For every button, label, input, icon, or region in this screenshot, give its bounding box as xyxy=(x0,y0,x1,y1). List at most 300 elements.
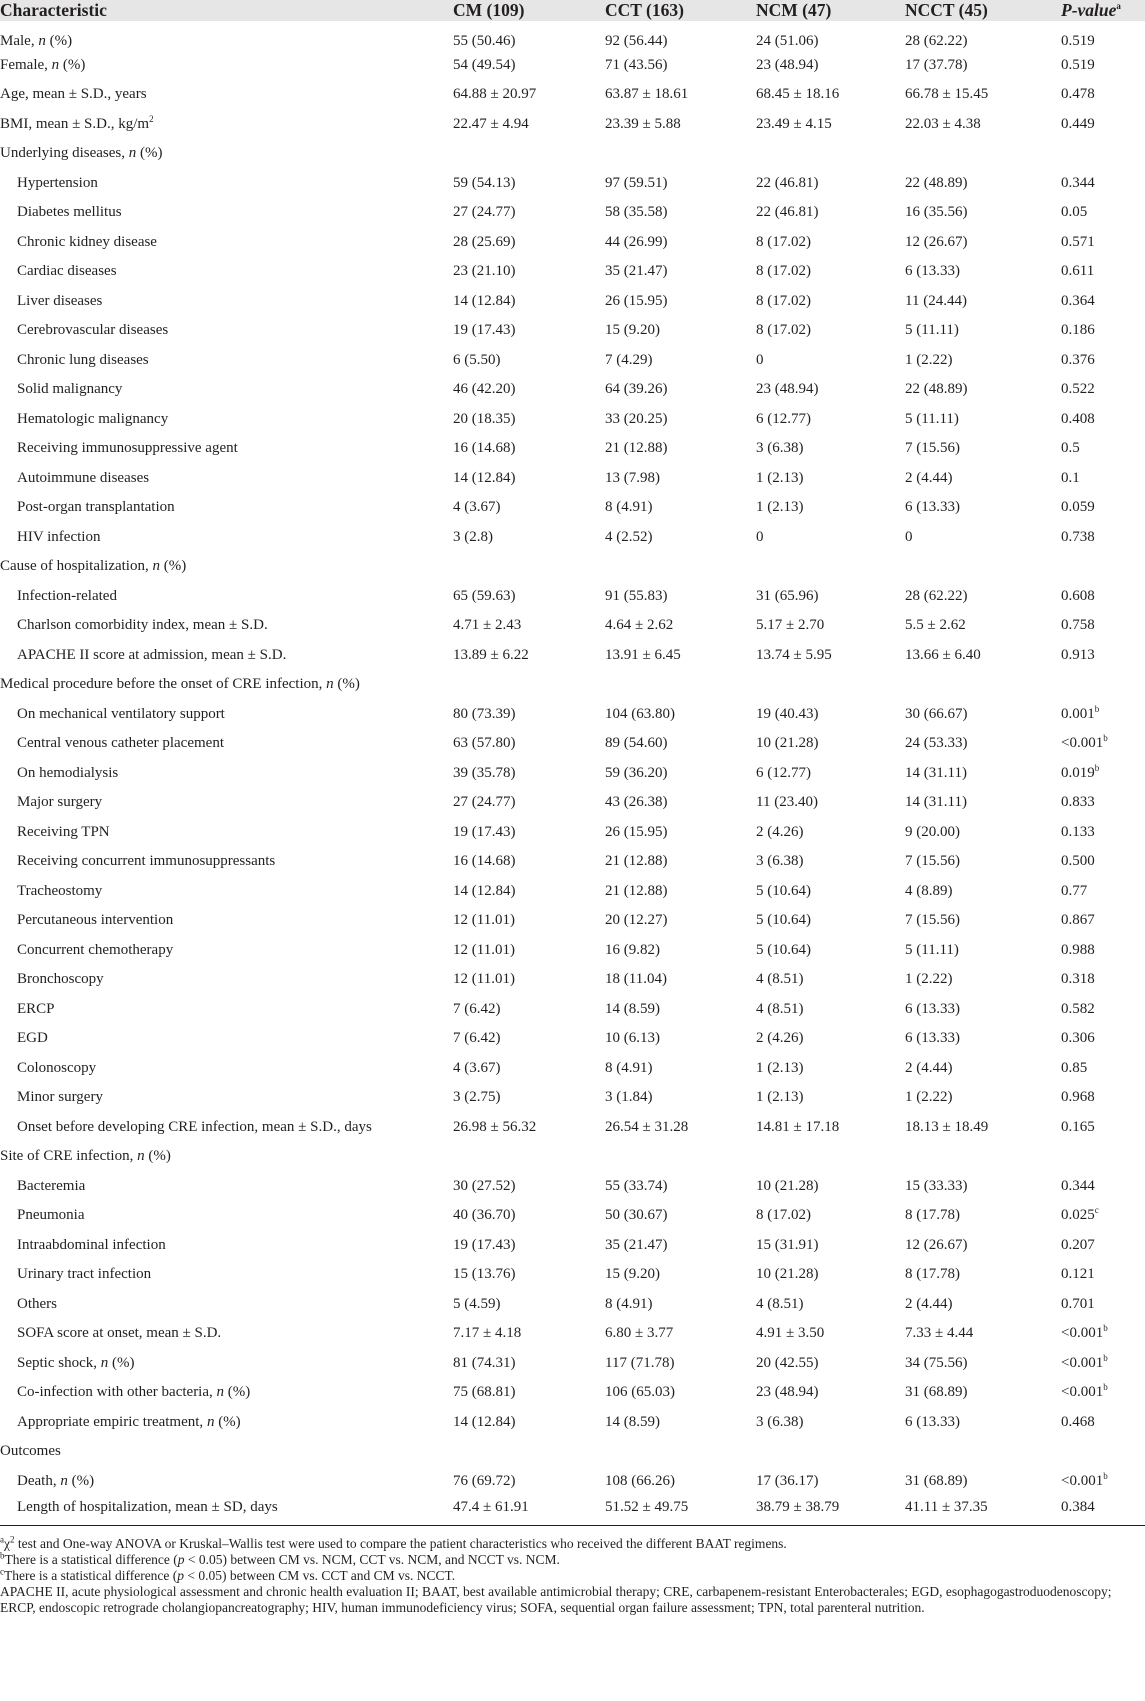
table-row xyxy=(0,523,1145,553)
row-label: Co-infection with other bacteria, n (%) xyxy=(17,1384,251,1401)
cell-ncm: 1 (2.13) xyxy=(756,1089,804,1106)
cell-cm: 16 (14.68) xyxy=(453,853,516,870)
table-row xyxy=(0,346,1145,376)
cell-ncm: 20 (42.55) xyxy=(756,1354,819,1371)
row-label: Percutaneous intervention xyxy=(17,912,174,929)
cell-ncm: 24 (51.06) xyxy=(756,33,819,50)
cell-ncm xyxy=(756,552,905,582)
cell-cct: 8 (4.91) xyxy=(605,1295,653,1312)
cell-ncm: 23 (48.94) xyxy=(756,56,819,73)
cell-cm: 12 (11.01) xyxy=(453,912,515,929)
cell-cm: 47.4 ± 61.91 xyxy=(453,1496,605,1526)
cell-cm: 4 (3.67) xyxy=(453,499,501,516)
cell-p: 0.344 xyxy=(1061,1177,1095,1194)
table-row xyxy=(0,906,1145,936)
cell-ncm: 5.17 ± 2.70 xyxy=(756,617,825,634)
cell-ncm: 4 (8.51) xyxy=(756,1295,804,1312)
table-row xyxy=(0,405,1145,435)
cell-cct xyxy=(605,670,756,700)
cell-p: 0.384 xyxy=(1061,1496,1145,1526)
cell-p: 0.025$^c$ xyxy=(1061,1205,1099,1224)
cell-ncct: 18.13 ± 18.49 xyxy=(905,1118,989,1135)
row-label: Outcomes xyxy=(0,1443,61,1460)
cell-p: 0.344 xyxy=(1061,174,1095,191)
cell-ncct: 6 (13.33) xyxy=(905,499,960,516)
cell-ncct: 6 (13.33) xyxy=(905,1030,960,1047)
cell-cm: 13.89 ± 6.22 xyxy=(453,646,529,663)
footnotes xyxy=(0,1526,1145,1616)
cell-ncct: 6 (13.33) xyxy=(905,1000,960,1017)
cell-ncct: 13.66 ± 6.40 xyxy=(905,646,981,663)
cell-ncct: 12 (26.67) xyxy=(905,1236,968,1253)
cell-p: 0.571 xyxy=(1061,233,1095,250)
cell-ncm: 1 (2.13) xyxy=(756,499,804,516)
cell-cct: 15 (9.20) xyxy=(605,1266,660,1283)
row-label: Receiving immunosuppressive agent xyxy=(17,440,238,457)
cell-ncct: 1 (2.22) xyxy=(905,971,953,988)
cell-ncm: 3 (6.38) xyxy=(756,1413,804,1430)
table-row xyxy=(0,228,1145,258)
cell-ncm: 38.79 ± 38.79 xyxy=(756,1496,905,1526)
row-label: Male, n (%) xyxy=(0,33,73,50)
row-label: On mechanical ventilatory support xyxy=(17,705,225,722)
cell-cct: 7 (4.29) xyxy=(605,351,653,368)
cell-p xyxy=(1061,139,1145,169)
cell-p: 0.833 xyxy=(1061,794,1095,811)
cell-p: <0.001$^b$ xyxy=(1061,733,1108,752)
cell-p: 0.019$^b$ xyxy=(1061,762,1100,781)
row-label: Cardiac diseases xyxy=(17,263,117,280)
cell-cm: 12 (11.01) xyxy=(453,971,515,988)
cell-p: 0.468 xyxy=(1061,1413,1095,1430)
table-row xyxy=(0,729,1145,759)
cell-p: 0.318 xyxy=(1061,971,1095,988)
cell-p xyxy=(1061,1437,1145,1467)
cell-cct: 23.39 ± 5.88 xyxy=(605,115,681,132)
cell-cm: 20 (18.35) xyxy=(453,410,516,427)
row-label: Charlson comorbidity index, mean ± S.D. xyxy=(17,617,268,634)
cell-ncct xyxy=(905,1437,1061,1467)
cell-ncm: 4.91 ± 3.50 xyxy=(756,1325,825,1342)
row-label: Others xyxy=(17,1295,57,1312)
cell-cct: 92 (56.44) xyxy=(605,33,668,50)
row-label: On hemodialysis xyxy=(17,764,119,781)
cell-p: 0.77 xyxy=(1061,882,1088,899)
table-row xyxy=(0,877,1145,907)
cell-cct: 14 (8.59) xyxy=(605,1000,660,1017)
table-row xyxy=(0,1467,1145,1497)
cell-ncct: 1 (2.22) xyxy=(905,1089,953,1106)
row-label: ERCP xyxy=(17,1000,55,1017)
cell-cct xyxy=(605,139,756,169)
cell-cm xyxy=(453,552,605,582)
row-label: Minor surgery xyxy=(17,1089,103,1106)
cell-ncct: 16 (35.56) xyxy=(905,204,968,221)
table-row xyxy=(0,316,1145,346)
cell-p: 0.85 xyxy=(1061,1059,1088,1076)
table-row xyxy=(0,1083,1145,1113)
cell-ncm: 4 (8.51) xyxy=(756,1000,804,1017)
cell-cct: 58 (35.58) xyxy=(605,204,668,221)
cell-p: 0.186 xyxy=(1061,322,1095,339)
cell-cm: 80 (73.39) xyxy=(453,705,516,722)
row-label: Tracheostomy xyxy=(17,882,103,899)
cell-cct: 59 (36.20) xyxy=(605,764,668,781)
row-label: Underlying diseases, n (%) xyxy=(0,145,163,162)
cell-cm: 46 (42.20) xyxy=(453,381,516,398)
cell-cct: 106 (65.03) xyxy=(605,1384,675,1401)
table-row xyxy=(0,1024,1145,1054)
table-row xyxy=(0,198,1145,228)
table-row xyxy=(0,375,1145,405)
cell-cct: 44 (26.99) xyxy=(605,233,668,250)
cell-ncct xyxy=(905,139,1061,169)
cell-cm: 40 (36.70) xyxy=(453,1207,516,1224)
cell-ncct: 6 (13.33) xyxy=(905,263,960,280)
row-label: Intraabdominal infection xyxy=(17,1236,166,1253)
cell-ncct: 14 (31.11) xyxy=(905,764,967,781)
cell-cct: 104 (63.80) xyxy=(605,705,675,722)
cell-cct: 26.54 ± 31.28 xyxy=(605,1118,689,1135)
cell-ncct: 5 (11.11) xyxy=(905,322,959,339)
cell-ncm xyxy=(756,1437,905,1467)
cell-cct: 21 (12.88) xyxy=(605,882,668,899)
header-cm: CM (109) xyxy=(453,0,605,21)
footnote-b: $^b$There is a statistical difference (p < 0.05) between CM vs. NCM, CCT vs. NCM, and NCCT vs. NCM. xyxy=(0,1550,560,1567)
header-p-value: P-value$^a$ xyxy=(1061,0,1145,21)
row-label: Pneumonia xyxy=(17,1207,85,1224)
cell-cm: 54 (49.54) xyxy=(453,56,516,73)
cell-cct: 35 (21.47) xyxy=(605,263,668,280)
cell-ncct: 4 (8.89) xyxy=(905,882,953,899)
cell-ncm: 0 xyxy=(756,351,764,368)
cell-ncct: 6 (13.33) xyxy=(905,1413,960,1430)
cell-ncct: 2 (4.44) xyxy=(905,1295,953,1312)
cell-cct: 117 (71.78) xyxy=(605,1354,675,1371)
cell-cct: 3 (1.84) xyxy=(605,1089,653,1106)
cell-ncm: 6 (12.77) xyxy=(756,410,811,427)
cell-ncct: 5.5 ± 2.62 xyxy=(905,617,966,634)
cell-cct: 20 (12.27) xyxy=(605,912,668,929)
cell-ncct: 9 (20.00) xyxy=(905,823,960,840)
cell-ncct: 2 (4.44) xyxy=(905,1059,953,1076)
cell-p: 0.364 xyxy=(1061,292,1095,309)
cell-ncct: 41.11 ± 37.35 xyxy=(905,1496,1061,1526)
cell-ncct: 34 (75.56) xyxy=(905,1354,968,1371)
cell-p: 0.5 xyxy=(1061,440,1080,457)
cell-cm: 59 (54.13) xyxy=(453,174,516,191)
cell-ncm: 8 (17.02) xyxy=(756,322,811,339)
row-label: Site of CRE infection, n (%) xyxy=(0,1148,171,1165)
cell-ncm: 6 (12.77) xyxy=(756,764,811,781)
row-label: Death, n (%) xyxy=(17,1472,95,1489)
cell-cm: 19 (17.43) xyxy=(453,322,516,339)
cell-ncct: 7 (15.56) xyxy=(905,853,960,870)
cell-cm: 26.98 ± 56.32 xyxy=(453,1118,537,1135)
cell-cm: 27 (24.77) xyxy=(453,794,516,811)
table-row xyxy=(0,287,1145,317)
table-row xyxy=(0,139,1145,169)
header-ncct: NCCT (45) xyxy=(905,0,1061,21)
cell-cm: 7.17 ± 4.18 xyxy=(453,1325,522,1342)
table-row xyxy=(0,995,1145,1025)
cell-cct: 43 (26.38) xyxy=(605,794,668,811)
cell-ncm: 14.81 ± 17.18 xyxy=(756,1118,840,1135)
row-label: Central venous catheter placement xyxy=(17,735,224,752)
cell-ncct xyxy=(905,670,1061,700)
cell-cct: 21 (12.88) xyxy=(605,853,668,870)
cell-p: 0.968 xyxy=(1061,1089,1095,1106)
table-row xyxy=(0,759,1145,789)
cell-ncm: 22 (46.81) xyxy=(756,174,819,191)
row-label: Infection-related xyxy=(17,587,117,604)
header-characteristic: Characteristic xyxy=(0,0,453,21)
row-label: Liver diseases xyxy=(17,292,103,309)
table-row xyxy=(0,1201,1145,1231)
cell-cm xyxy=(453,670,605,700)
cell-cm: 28 (25.69) xyxy=(453,233,516,250)
table-body xyxy=(0,21,1145,1526)
footnote-a: $^a\chi^2$ test and One-way ANOVA or Kruskal–Wallis test were used to compare the patient characteristics who received the different BAAT regimens. xyxy=(0,1534,787,1551)
table-row xyxy=(0,1054,1145,1084)
cell-ncm: 8 (17.02) xyxy=(756,233,811,250)
table-row xyxy=(0,493,1145,523)
cell-cct: 4 (2.52) xyxy=(605,528,653,545)
cell-ncct: 22.03 ± 4.38 xyxy=(905,115,981,132)
cell-ncct xyxy=(905,552,1061,582)
cell-ncct xyxy=(905,1142,1061,1172)
cell-ncct: 17 (37.78) xyxy=(905,56,968,73)
cell-cm: 75 (68.81) xyxy=(453,1384,516,1401)
cell-cm: 55 (50.46) xyxy=(453,33,516,50)
table-row xyxy=(0,1231,1145,1261)
row-label: Solid malignancy xyxy=(17,381,123,398)
cell-cm: 14 (12.84) xyxy=(453,292,516,309)
table-row xyxy=(0,641,1145,671)
cell-ncct: 14 (31.11) xyxy=(905,794,967,811)
table-row xyxy=(0,1172,1145,1202)
table-row xyxy=(0,1437,1145,1467)
row-label: EGD xyxy=(17,1030,48,1047)
cell-p: 0.867 xyxy=(1061,912,1095,929)
cell-ncm: 5 (10.64) xyxy=(756,912,811,929)
row-label: Bronchoscopy xyxy=(17,971,104,988)
row-label: Cerebrovascular diseases xyxy=(17,322,169,339)
table-row xyxy=(0,1113,1145,1143)
cell-cct: 26 (15.95) xyxy=(605,292,668,309)
cell-ncct: 5 (11.11) xyxy=(905,941,959,958)
cell-p: <0.001$^b$ xyxy=(1061,1323,1108,1342)
cell-cm: 7 (6.42) xyxy=(453,1000,501,1017)
cell-p: 0.701 xyxy=(1061,1295,1095,1312)
cell-cm: 4.71 ± 2.43 xyxy=(453,617,522,634)
row-label: Cause of hospitalization, n (%) xyxy=(0,558,187,575)
cell-cm: 30 (27.52) xyxy=(453,1177,516,1194)
cell-p xyxy=(1061,1142,1145,1172)
cell-ncm: 23 (48.94) xyxy=(756,381,819,398)
cell-ncm: 3 (6.38) xyxy=(756,853,804,870)
cell-p: 0.758 xyxy=(1061,617,1095,634)
table-row xyxy=(0,552,1145,582)
cell-ncct: 15 (33.33) xyxy=(905,1177,968,1194)
cell-ncct: 28 (62.22) xyxy=(905,33,968,50)
table-row xyxy=(0,1319,1145,1349)
row-label: Female, n (%) xyxy=(0,56,86,73)
cell-cct: 26 (15.95) xyxy=(605,823,668,840)
row-label: BMI, mean ± S.D., $kg/m^2$ xyxy=(0,113,154,132)
cell-cct xyxy=(605,1437,756,1467)
cell-p: <0.001$^b$ xyxy=(1061,1470,1108,1489)
cell-ncct: 31 (68.89) xyxy=(905,1472,968,1489)
cell-cm: 5 (4.59) xyxy=(453,1295,501,1312)
cell-cm: 19 (17.43) xyxy=(453,1236,516,1253)
cell-ncct: 30 (66.67) xyxy=(905,705,968,722)
cell-p: 0.306 xyxy=(1061,1030,1095,1047)
cell-cct: 16 (9.82) xyxy=(605,941,660,958)
cell-cm: 3 (2.75) xyxy=(453,1089,501,1106)
table-row xyxy=(0,1260,1145,1290)
table-row xyxy=(0,434,1145,464)
cell-p xyxy=(1061,552,1145,582)
cell-cm: 15 (13.76) xyxy=(453,1266,516,1283)
cell-ncm: 68.45 ± 18.16 xyxy=(756,86,840,103)
cell-cct: 18 (11.04) xyxy=(605,971,667,988)
table-row xyxy=(0,847,1145,877)
cell-ncct: 31 (68.89) xyxy=(905,1384,968,1401)
cell-cct: 8 (4.91) xyxy=(605,499,653,516)
row-label: Onset before developing CRE infection, mean ± S.D., days xyxy=(17,1118,372,1135)
table-row xyxy=(0,257,1145,287)
table-row xyxy=(0,582,1145,612)
cell-p: 0.133 xyxy=(1061,823,1095,840)
cell-ncm: 3 (6.38) xyxy=(756,440,804,457)
cell-p: 0.522 xyxy=(1061,381,1095,398)
cell-cct: 63.87 ± 18.61 xyxy=(605,86,689,103)
cell-cm: 12 (11.01) xyxy=(453,941,515,958)
cell-p: 0.1 xyxy=(1061,469,1080,486)
cell-ncct: 1 (2.22) xyxy=(905,351,953,368)
row-label: Chronic kidney disease xyxy=(17,233,157,250)
cell-cm xyxy=(453,1437,605,1467)
cell-ncct: 0 xyxy=(905,528,913,545)
table-row xyxy=(0,1142,1145,1172)
cell-cm xyxy=(453,1142,605,1172)
row-label: Receiving concurrent immunosuppressants xyxy=(17,853,276,870)
table-row xyxy=(0,1378,1145,1408)
cell-cm: 14 (12.84) xyxy=(453,469,516,486)
cell-ncm: 19 (40.43) xyxy=(756,705,819,722)
row-label: Hypertension xyxy=(17,174,98,191)
cell-p: 0.519 xyxy=(1061,56,1095,73)
cell-p: 0.478 xyxy=(1061,86,1095,103)
row-label: Septic shock, n (%) xyxy=(17,1354,135,1371)
row-label: Autoimmune diseases xyxy=(17,469,150,486)
cell-cct: 13.91 ± 6.45 xyxy=(605,646,681,663)
row-label: Colonoscopy xyxy=(17,1059,97,1076)
cell-p: 0.582 xyxy=(1061,1000,1095,1017)
row-label: Length of hospitalization, mean ± SD, days xyxy=(0,1496,453,1526)
cell-cm: 4 (3.67) xyxy=(453,1059,501,1076)
cell-ncm: 0 xyxy=(756,528,764,545)
cell-ncct: 28 (62.22) xyxy=(905,587,968,604)
row-label: Appropriate empiric treatment, n (%) xyxy=(17,1413,241,1430)
cell-cct: 10 (6.13) xyxy=(605,1030,660,1047)
cell-cct xyxy=(605,552,756,582)
table-row xyxy=(0,80,1145,110)
cell-cct: 6.80 ± 3.77 xyxy=(605,1325,674,1342)
table-row xyxy=(0,1496,1145,1526)
cell-ncct: 2 (4.44) xyxy=(905,469,953,486)
cell-p: 0.207 xyxy=(1061,1236,1095,1253)
cell-ncct: 22 (48.89) xyxy=(905,174,968,191)
cell-cct: 15 (9.20) xyxy=(605,322,660,339)
cell-ncm xyxy=(756,139,905,169)
header-cct: CCT (163) xyxy=(605,0,756,21)
table-row xyxy=(0,936,1145,966)
cell-ncm: 1 (2.13) xyxy=(756,469,804,486)
row-label: Urinary tract infection xyxy=(17,1266,152,1283)
table-row xyxy=(0,51,1145,81)
row-label: SOFA score at onset, mean ± S.D. xyxy=(17,1325,222,1342)
cell-cct: 97 (59.51) xyxy=(605,174,668,191)
cell-p: <0.001$^b$ xyxy=(1061,1352,1108,1371)
cell-cct: 51.52 ± 49.75 xyxy=(605,1496,756,1526)
cell-cm: 19 (17.43) xyxy=(453,823,516,840)
cell-ncm: 8 (17.02) xyxy=(756,1207,811,1224)
cell-cm: 23 (21.10) xyxy=(453,263,516,280)
cell-cct: 33 (20.25) xyxy=(605,410,668,427)
cell-p: 0.121 xyxy=(1061,1266,1095,1283)
cell-ncct: 8 (17.78) xyxy=(905,1266,960,1283)
cell-cm: 27 (24.77) xyxy=(453,204,516,221)
cell-p: 0.376 xyxy=(1061,351,1095,368)
cell-cm: 76 (69.72) xyxy=(453,1472,516,1489)
cell-ncm: 10 (21.28) xyxy=(756,1177,819,1194)
cell-ncct: 22 (48.89) xyxy=(905,381,968,398)
table-header xyxy=(0,0,1145,21)
cell-ncm: 10 (21.28) xyxy=(756,735,819,752)
cell-p: 0.059 xyxy=(1061,499,1095,516)
cell-p: 0.988 xyxy=(1061,941,1095,958)
cell-cct: 35 (21.47) xyxy=(605,1236,668,1253)
cell-ncct: 7 (15.56) xyxy=(905,440,960,457)
cell-p: 0.165 xyxy=(1061,1118,1095,1135)
cell-ncm: 2 (4.26) xyxy=(756,823,804,840)
table-row xyxy=(0,965,1145,995)
cell-ncm: 5 (10.64) xyxy=(756,882,811,899)
table-row xyxy=(0,1349,1145,1379)
table-row xyxy=(0,670,1145,700)
cell-p: 0.05 xyxy=(1061,204,1088,221)
cell-cm: 16 (14.68) xyxy=(453,440,516,457)
header-ncm: NCM (47) xyxy=(756,0,905,21)
cell-cm: 39 (35.78) xyxy=(453,764,516,781)
row-label: Bacteremia xyxy=(17,1177,86,1194)
table-row xyxy=(0,818,1145,848)
abbreviations-note: APACHE II, acute physiological assessment and chronic health evaluation II; BAAT, best available antimicrobial therapy; CRE, carbapenem-resistant Enterobacterales; EGD, esophagogastroduodenoscopy; ERCP, endoscopic retrograde cholangiopancreatography; HIV, human immunodeficiency virus; SOFA, sequential organ failure assessment; TPN, total parenteral nutrition. xyxy=(0,1584,1112,1615)
cell-cm xyxy=(453,139,605,169)
cell-cm: 65 (59.63) xyxy=(453,587,516,604)
cell-cct: 50 (30.67) xyxy=(605,1207,668,1224)
cell-ncm: 31 (65.96) xyxy=(756,587,819,604)
cell-ncct: 66.78 ± 15.45 xyxy=(905,86,989,103)
table-row xyxy=(0,700,1145,730)
cell-ncm: 22 (46.81) xyxy=(756,204,819,221)
cell-cct: 8 (4.91) xyxy=(605,1059,653,1076)
cell-cct: 4.64 ± 2.62 xyxy=(605,617,674,634)
cell-cct: 55 (33.74) xyxy=(605,1177,668,1194)
cell-cm: 81 (74.31) xyxy=(453,1354,516,1371)
